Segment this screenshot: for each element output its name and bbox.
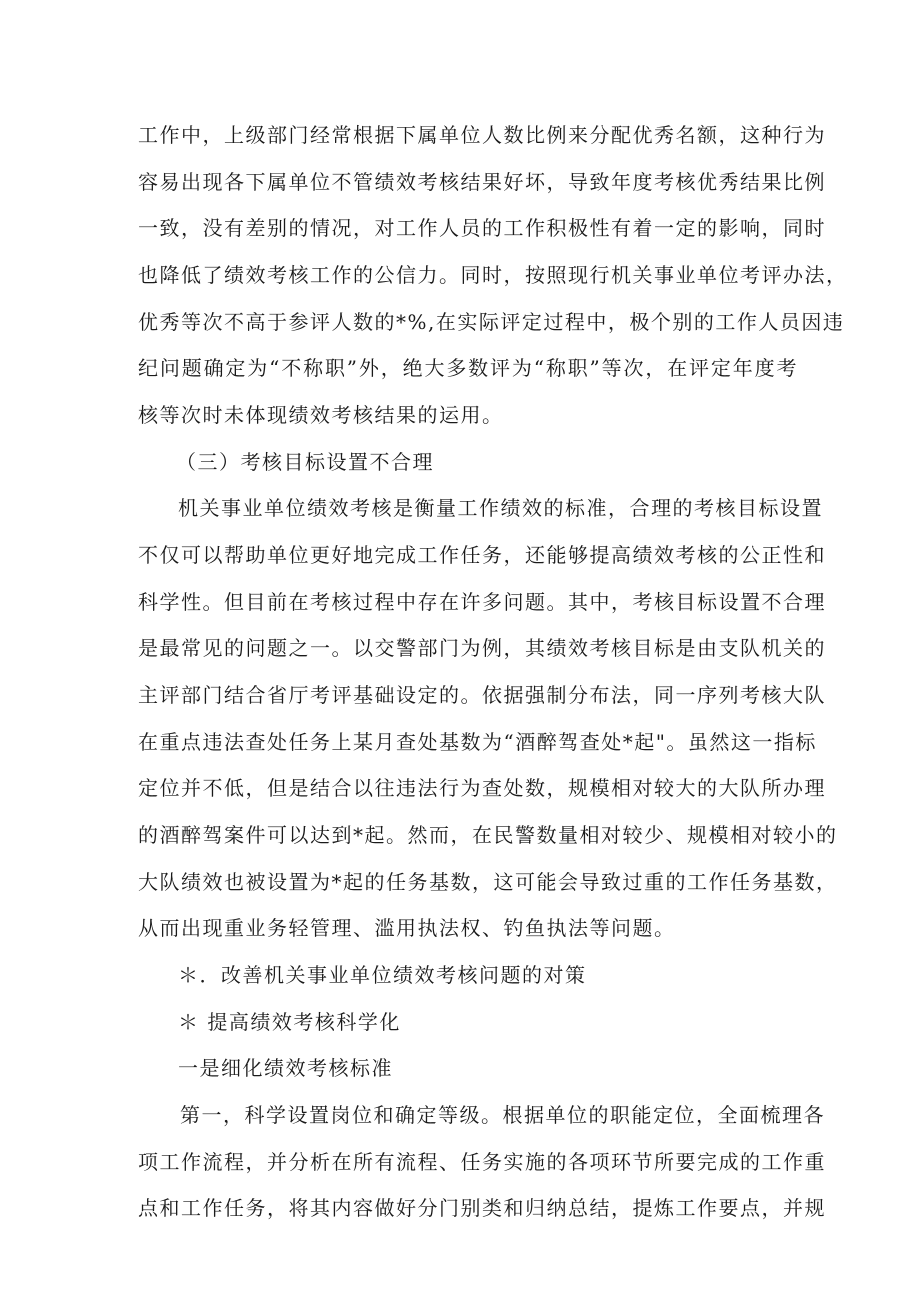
body-text-line: 工作中，上级部门经常根据下属单位人数比例来分配优秀名额，这种行为 xyxy=(138,123,826,147)
body-text-line: 也降低了绩效考核工作的公信力。同时，按照现行机关事业单位考评办法， xyxy=(138,263,848,287)
section-heading: ＊．改善机关事业单位绩效考核问题的对策 xyxy=(178,963,587,987)
body-text-line: 的酒醉驾案件可以达到*起。然而，在民警数量相对较少、规模相对较小的 xyxy=(138,823,838,847)
body-text-line: 在重点违法查处任务上某月查处基数为“酒醉驾查处*起"。虽然这一指标 xyxy=(138,730,817,754)
subsection-heading: ＊ 提高绩效考核科学化 xyxy=(178,1010,401,1034)
body-text-line: 主评部门结合省厅考评基础设定的。依据强制分布法，同一序列考核大队 xyxy=(138,683,826,707)
body-text-line: 优秀等次不高于参评人数的*%,在实际评定过程中，极个别的工作人员因违 xyxy=(138,310,845,334)
paragraph-first-line: 第一，科学设置岗位和确定等级。根据单位的职能定位，全面梳理各 xyxy=(180,1103,825,1127)
section-heading: （三）考核目标设置不合理 xyxy=(176,450,434,474)
body-text-line: 点和工作任务，将其内容做好分门别类和归纳总结，提炼工作要点，并规 xyxy=(138,1196,826,1220)
body-text-line: 从而出现重业务轻管理、滥用执法权、钓鱼执法等问题。 xyxy=(138,916,676,940)
body-text-line: 一致，没有差别的情况，对工作人员的工作积极性有着一定的影响，同时 xyxy=(138,216,826,240)
body-text-line: 定位并不低，但是结合以往违法行为查处数，规模相对较大的大队所办理 xyxy=(138,776,826,800)
body-text-line: 核等次时未体现绩效考核结果的运用。 xyxy=(138,403,504,427)
body-text-line: 纪问题确定为“不称职”外，绝大多数评为“称职”等次，在评定年度考 xyxy=(138,356,798,380)
body-text-line: 大队绩效也被设置为*起的任务基数，这可能会导致过重的工作任务基数， xyxy=(138,870,838,894)
body-text-line: 是最常见的问题之一。以交警部门为例，其绩效考核目标是由支队机关的 xyxy=(138,636,826,660)
subsection-heading: 一是细化绩效考核标准 xyxy=(178,1056,393,1080)
body-text-line: 科学性。但目前在考核过程中存在许多问题。其中，考核目标设置不合理 xyxy=(138,590,826,614)
paragraph-first-line: 机关事业单位绩效考核是衡量工作绩效的标准，合理的考核目标设置 xyxy=(178,496,823,520)
body-text-line: 不仅可以帮助单位更好地完成工作任务，还能够提高绩效考核的公正性和 xyxy=(138,543,826,567)
body-text-line: 容易出现各下属单位不管绩效考核结果好坏，导致年度考核优秀结果比例 xyxy=(138,170,826,194)
body-text-line: 项工作流程，并分析在所有流程、任务实施的各项环节所要完成的工作重 xyxy=(138,1150,826,1174)
